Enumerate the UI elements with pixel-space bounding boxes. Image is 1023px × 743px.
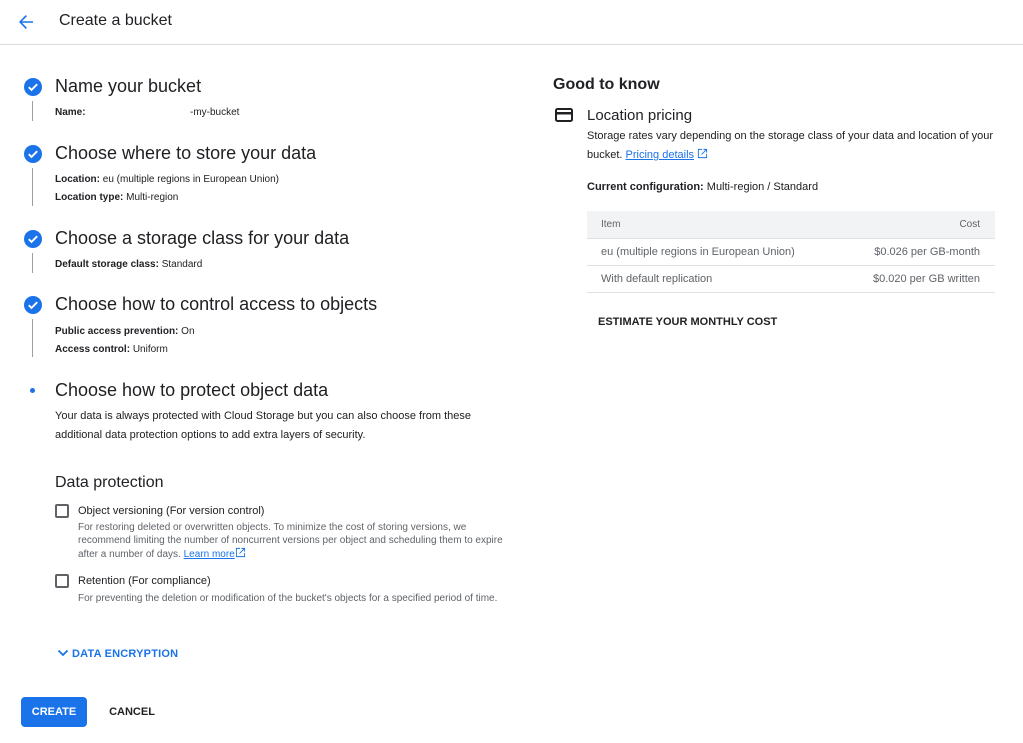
object-versioning-label: Object versioning (For version control) bbox=[78, 505, 265, 517]
column-header-item: Item bbox=[587, 211, 840, 238]
table-cell-cost: $0.026 per GB-month bbox=[840, 238, 995, 265]
estimate-monthly-cost-button[interactable]: ESTIMATE YOUR MONTHLY COST bbox=[598, 316, 778, 328]
step-title-protect: Choose how to protect object data bbox=[55, 380, 329, 400]
arrow-back-icon bbox=[18, 14, 34, 30]
table-row bbox=[587, 238, 995, 265]
check-circle-icon bbox=[24, 296, 42, 314]
step-rail bbox=[32, 319, 33, 357]
table-header-row bbox=[587, 211, 995, 238]
credit-card-icon bbox=[555, 108, 573, 122]
current-step-dot bbox=[30, 388, 35, 393]
storage-class-detail: Default storage class: Standard bbox=[55, 259, 203, 270]
step-title-location: Choose where to store your data bbox=[55, 143, 317, 163]
bucket-name-value: -my-bucket bbox=[190, 107, 240, 118]
data-encryption-label: DATA ENCRYPTION bbox=[72, 648, 179, 660]
external-link-icon bbox=[235, 547, 246, 558]
page-header bbox=[0, 0, 1023, 45]
table-cell-item: eu (multiple regions in European Union) bbox=[587, 238, 840, 265]
step-title-access: Choose how to control access to objects bbox=[55, 294, 378, 314]
step-rail bbox=[32, 101, 33, 121]
page-title: Create a bucket bbox=[59, 12, 172, 29]
retention-help: For preventing the deletion or modification of the bucket's objects for a specified period of time. bbox=[78, 593, 498, 604]
pricing-details-link[interactable]: Pricing details bbox=[625, 149, 695, 161]
good-to-know-title: Good to know bbox=[553, 76, 660, 93]
object-versioning-checkbox[interactable] bbox=[55, 504, 69, 518]
learn-more-link[interactable]: Learn more bbox=[183, 549, 235, 560]
protect-description: Your data is always protected with Cloud Storage but you can also choose from these additional data protection options to add extra layers of security. bbox=[55, 410, 472, 441]
location-type-detail: Location type: Multi-region bbox=[55, 192, 179, 203]
step-rail bbox=[32, 253, 33, 273]
cancel-button[interactable]: CANCEL bbox=[109, 706, 155, 718]
chevron-down-icon bbox=[57, 647, 69, 659]
check-circle-icon bbox=[24, 78, 42, 96]
step-rail bbox=[32, 168, 33, 206]
retention-checkbox[interactable] bbox=[55, 574, 69, 588]
bucket-name-label: Name: bbox=[55, 107, 86, 118]
object-versioning-help: For restoring deleted or overwritten objects. To minimize the cost of storing versions, we recommend limiting the number of noncurrent versions per object and scheduling them to expire after a number of days. Learn more bbox=[78, 522, 503, 560]
location-detail: Location: eu (multiple regions in European Union) bbox=[55, 174, 279, 185]
check-circle-icon bbox=[24, 230, 42, 248]
current-configuration: Current configuration: Multi-region / Standard bbox=[587, 181, 819, 193]
step-title-storage-class: Choose a storage class for your data bbox=[55, 228, 350, 248]
external-link-icon bbox=[697, 148, 708, 159]
table-cell-cost: $0.020 per GB written bbox=[840, 265, 995, 292]
create-button[interactable]: CREATE bbox=[21, 697, 87, 727]
back-button[interactable] bbox=[14, 10, 38, 34]
location-pricing-description: Storage rates vary depending on the storage class of your data and location of your bucket. Pricing details bbox=[587, 130, 994, 161]
column-header-cost: Cost bbox=[840, 211, 995, 238]
step-title-name: Name your bucket bbox=[55, 76, 202, 96]
table-cell-item: With default replication bbox=[587, 265, 840, 292]
table-row bbox=[587, 265, 995, 292]
data-protection-title: Data protection bbox=[55, 474, 164, 491]
location-pricing-title: Location pricing bbox=[587, 107, 693, 124]
public-access-prevention-detail: Public access prevention: On bbox=[55, 326, 195, 337]
retention-label: Retention (For compliance) bbox=[78, 575, 211, 587]
access-control-detail: Access control: Uniform bbox=[55, 344, 168, 355]
data-encryption-toggle[interactable] bbox=[57, 647, 178, 660]
pricing-table bbox=[587, 211, 995, 293]
check-circle-icon bbox=[24, 145, 42, 163]
